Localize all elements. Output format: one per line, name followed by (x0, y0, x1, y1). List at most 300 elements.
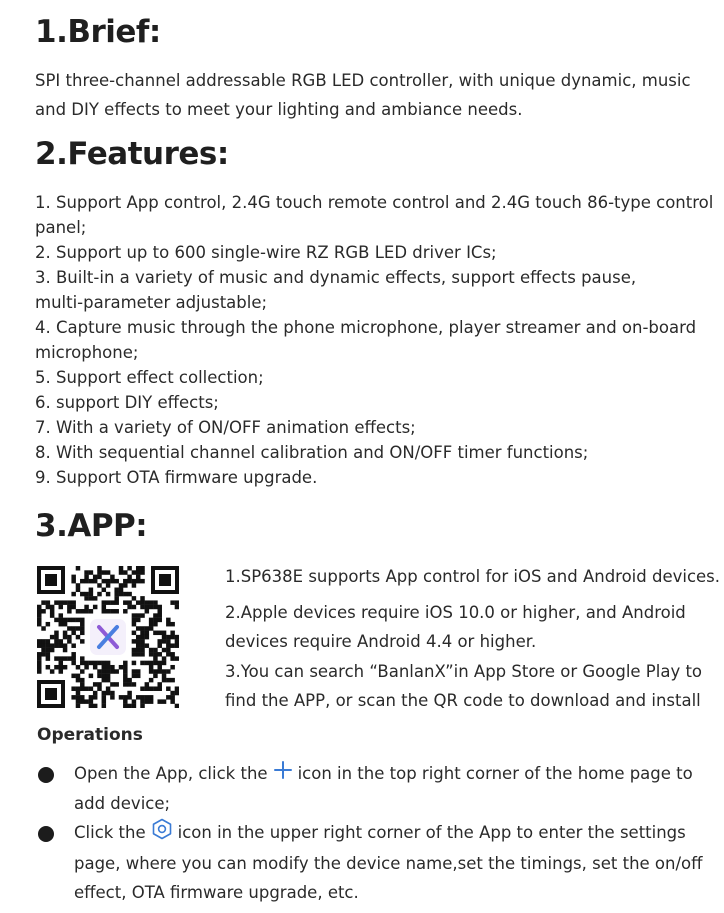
qr-module (157, 631, 162, 636)
qr-module (106, 665, 111, 670)
qr-module (145, 605, 150, 610)
qr-module (106, 674, 111, 679)
qr-module (119, 570, 124, 575)
qr-module (110, 600, 115, 605)
brief-line: SPI three-channel addressable RGB LED controller, with unique dynamic, music (35, 71, 691, 90)
qr-module (80, 609, 85, 614)
bullet-icon (38, 767, 54, 783)
qr-module (93, 575, 98, 580)
qr-module (140, 699, 145, 704)
qr-module (67, 605, 72, 610)
qr-module (71, 661, 76, 666)
qr-module (145, 631, 150, 636)
qr-module (175, 691, 179, 696)
qr-module (59, 622, 64, 627)
qr-module (157, 618, 162, 623)
qr-module (149, 661, 154, 666)
qr-module (170, 635, 175, 640)
qr-module (132, 661, 137, 666)
qr-module (170, 691, 175, 696)
qr-module (80, 669, 85, 674)
qr-module (162, 669, 167, 674)
qr-module (149, 699, 154, 704)
qr-module (71, 674, 76, 679)
qr-module (132, 669, 137, 674)
qr-module (89, 686, 94, 691)
operation-text: Open the App, click the (74, 764, 268, 783)
qr-module (76, 583, 81, 588)
qr-module (71, 592, 76, 597)
qr-module (140, 613, 145, 618)
qr-module (102, 661, 107, 666)
operation-text: effect, OTA firmware upgrade, etc. (74, 883, 359, 902)
qr-module (71, 686, 76, 691)
qr-module (50, 613, 55, 618)
qr-module (119, 665, 124, 670)
qr-module (76, 609, 81, 614)
qr-module (110, 609, 115, 614)
qr-module (93, 605, 98, 610)
qr-module (106, 686, 111, 691)
qr-module (63, 656, 68, 661)
qr-module (119, 592, 124, 597)
qr-module (37, 656, 42, 661)
qr-module (162, 639, 167, 644)
qr-module (136, 570, 141, 575)
features-list (35, 190, 714, 490)
qr-module (89, 674, 94, 679)
qr-module (175, 605, 179, 610)
qr-module (170, 643, 175, 648)
operation-item-add-device (74, 759, 714, 818)
qr-module (106, 579, 111, 584)
qr-module (166, 678, 171, 683)
qr-module (140, 626, 145, 631)
qr-module (127, 592, 132, 597)
qr-module (41, 643, 46, 648)
qr-module (123, 570, 128, 575)
qr-module (127, 600, 132, 605)
qr-module (140, 579, 145, 584)
qr-module (149, 626, 154, 631)
qr-module (80, 656, 85, 661)
qr-code-image (37, 566, 179, 708)
qr-code[interactable] (37, 566, 179, 708)
qr-module (54, 639, 59, 644)
qr-module (132, 682, 137, 687)
qr-module (140, 605, 145, 610)
qr-module (166, 643, 171, 648)
qr-module (175, 656, 179, 661)
feature-line: 9. Support OTA firmware upgrade. (35, 468, 318, 487)
qr-module (140, 635, 145, 640)
qr-module (149, 678, 154, 683)
qr-module (132, 704, 137, 708)
brief-line: and DIY effects to meet your lighting and ambiance needs. (35, 100, 523, 119)
qr-module (149, 648, 154, 653)
qr-module (102, 600, 107, 605)
qr-module (162, 674, 167, 679)
qr-module (136, 579, 141, 584)
qr-module (132, 596, 137, 601)
qr-module (76, 699, 81, 704)
qr-module (157, 669, 162, 674)
qr-module (153, 656, 158, 661)
qr-module (136, 695, 141, 700)
qr-module (50, 643, 55, 648)
qr-module (46, 656, 51, 661)
qr-module (166, 618, 171, 623)
qr-module (50, 648, 55, 653)
app-info-list (225, 562, 721, 716)
qr-module (63, 618, 68, 623)
qr-module (54, 665, 59, 670)
qr-module (37, 618, 42, 623)
qr-module (162, 648, 167, 653)
plus-icon (273, 760, 293, 789)
qr-module (136, 648, 141, 653)
qr-module (80, 618, 85, 623)
qr-module (76, 691, 81, 696)
app-info-line: devices require Android 4.4 or higher. (225, 632, 537, 651)
qr-module (102, 609, 107, 614)
operation-text: icon in the top right corner of the home page to (297, 764, 693, 783)
qr-module (37, 613, 42, 618)
qr-module (84, 665, 89, 670)
qr-module (89, 661, 94, 666)
qr-module (59, 600, 64, 605)
qr-module (76, 635, 81, 640)
qr-module (157, 613, 162, 618)
qr-module (157, 609, 162, 614)
qr-module (175, 704, 179, 708)
qr-module (84, 686, 89, 691)
qr-module (63, 631, 68, 636)
qr-module (50, 635, 55, 640)
qr-module (140, 566, 145, 571)
qr-module (162, 631, 167, 636)
app-info-line: 1.SP638E supports App control for iOS and Android devices. (225, 567, 721, 586)
feature-line: 2. Support up to 600 single-wire RZ RGB LED driver ICs; (35, 243, 497, 262)
qr-module (93, 579, 98, 584)
qr-module (132, 579, 137, 584)
qr-module (136, 600, 141, 605)
qr-module (76, 626, 81, 631)
qr-module (175, 600, 179, 605)
qr-module (153, 631, 158, 636)
qr-module (123, 609, 128, 614)
qr-module (132, 648, 137, 653)
qr-module (162, 678, 167, 683)
qr-module (136, 566, 141, 571)
qr-module (149, 652, 154, 657)
qr-module (145, 682, 150, 687)
qr-module (114, 682, 119, 687)
qr-module (93, 596, 98, 601)
qr-module (123, 678, 128, 683)
qr-module (41, 626, 46, 631)
feature-line: 7. With a variety of ON/OFF animation effects; (35, 418, 416, 437)
qr-module (149, 605, 154, 610)
qr-module (97, 669, 102, 674)
qr-module (149, 665, 154, 670)
qr-module (140, 648, 145, 653)
feature-line: 4. Capture music through the phone microphone, player streamer and on-board (35, 318, 697, 337)
qr-module (89, 704, 94, 708)
qr-module (76, 695, 81, 700)
qr-module (37, 652, 42, 657)
qr-module (97, 583, 102, 588)
operation-item-settings (74, 818, 714, 907)
qr-module (149, 695, 154, 700)
qr-module (145, 643, 150, 648)
qr-module (63, 635, 68, 640)
qr-module (114, 596, 119, 601)
brief-heading: 1.Brief: (35, 14, 161, 50)
qr-module (127, 566, 132, 571)
qr-module (132, 570, 137, 575)
qr-module (63, 648, 68, 653)
qr-module (80, 699, 85, 704)
features-heading: 2.Features: (35, 136, 229, 172)
operation-text: page, where you can modify the device name,set the timings, set the on/off (74, 854, 703, 873)
qr-module (59, 605, 64, 610)
qr-module (157, 699, 162, 704)
qr-module (132, 622, 137, 627)
qr-finder-pattern (37, 566, 65, 594)
qr-module (67, 635, 72, 640)
qr-module (41, 648, 46, 653)
qr-module (153, 661, 158, 666)
qr-module (127, 682, 132, 687)
app-info-line: 2.Apple devices require iOS 10.0 or higher, and Android (225, 602, 686, 622)
qr-module (41, 600, 46, 605)
qr-module (37, 665, 42, 670)
qr-module (97, 592, 102, 597)
qr-module (123, 682, 128, 687)
qr-module (114, 669, 119, 674)
feature-line: 1. Support App control, 2.4G touch remote control and 2.4G touch 86-type control (35, 193, 714, 212)
qr-module (54, 643, 59, 648)
qr-module (89, 579, 94, 584)
feature-line: panel; (35, 218, 87, 237)
qr-module (63, 643, 68, 648)
qr-module (80, 639, 85, 644)
qr-module (140, 570, 145, 575)
qr-module (71, 695, 76, 700)
qr-module (102, 579, 107, 584)
qr-module (136, 635, 141, 640)
qr-module (97, 674, 102, 679)
qr-module (71, 626, 76, 631)
feature-line: microphone; (35, 343, 139, 362)
qr-module (89, 596, 94, 601)
qr-module (80, 661, 85, 666)
qr-module (166, 639, 171, 644)
qr-module (41, 639, 46, 644)
qr-module (102, 605, 107, 610)
qr-module (59, 669, 64, 674)
qr-module (97, 661, 102, 666)
bullet-icon (38, 826, 54, 842)
qr-module (93, 665, 98, 670)
qr-module (37, 661, 42, 666)
qr-module (80, 579, 85, 584)
qr-module (123, 674, 128, 679)
qr-module (136, 674, 141, 679)
qr-module (37, 609, 42, 614)
qr-module (63, 622, 68, 627)
qr-module (127, 695, 132, 700)
qr-module (157, 652, 162, 657)
operation-text: Click the (74, 823, 146, 842)
qr-module (140, 661, 145, 666)
qr-module (136, 575, 141, 580)
qr-module (106, 669, 111, 674)
qr-module (63, 600, 68, 605)
qr-module (76, 665, 81, 670)
qr-module (149, 686, 154, 691)
qr-module (80, 622, 85, 627)
qr-module (102, 669, 107, 674)
qr-module (123, 704, 128, 708)
qr-module (106, 678, 111, 683)
qr-module (102, 691, 107, 696)
qr-module (106, 609, 111, 614)
qr-module (136, 639, 141, 644)
qr-module (76, 566, 81, 571)
qr-module (76, 588, 81, 593)
qr-module (89, 570, 94, 575)
qr-module (149, 622, 154, 627)
qr-module (140, 704, 145, 708)
qr-module (175, 643, 179, 648)
qr-module (149, 618, 154, 623)
qr-module (123, 669, 128, 674)
qr-module (102, 678, 107, 683)
qr-module (166, 686, 171, 691)
qr-module (71, 652, 76, 657)
brief-paragraph (35, 66, 695, 124)
qr-module (71, 600, 76, 605)
qr-module (153, 648, 158, 653)
feature-line: 5. Support effect collection; (35, 368, 264, 387)
qr-module (59, 643, 64, 648)
settings-hexagon-icon (151, 818, 173, 849)
qr-module (166, 648, 171, 653)
qr-module (136, 652, 141, 657)
qr-module (114, 588, 119, 593)
qr-module (50, 669, 55, 674)
qr-module (59, 661, 64, 666)
qr-module (136, 669, 141, 674)
qr-module (132, 631, 137, 636)
qr-module (157, 661, 162, 666)
qr-module (110, 665, 115, 670)
qr-module (110, 682, 115, 687)
qr-module (80, 592, 85, 597)
qr-module (59, 639, 64, 644)
qr-module (102, 704, 107, 708)
operation-text: icon in the upper right corner of the App to enter the settings (177, 823, 686, 842)
qr-module (145, 600, 150, 605)
qr-module (106, 570, 111, 575)
qr-module (136, 626, 141, 631)
qr-module (37, 643, 42, 648)
qr-module (71, 656, 76, 661)
qr-module (46, 600, 51, 605)
qr-module (132, 699, 137, 704)
qr-module (84, 570, 89, 575)
qr-module (127, 575, 132, 580)
qr-module (132, 613, 137, 618)
qr-module (145, 695, 150, 700)
qr-module (157, 682, 162, 687)
qr-module (80, 682, 85, 687)
qr-module (127, 691, 132, 696)
qr-module (67, 600, 72, 605)
qr-module (106, 583, 111, 588)
qr-module (153, 686, 158, 691)
qr-module (110, 695, 115, 700)
qr-module (149, 669, 154, 674)
qr-module (114, 579, 119, 584)
qr-module (157, 639, 162, 644)
app-heading: 3.APP: (35, 508, 148, 544)
qr-module (102, 570, 107, 575)
qr-module (89, 592, 94, 597)
qr-module (119, 583, 124, 588)
qr-module (170, 699, 175, 704)
qr-module (140, 643, 145, 648)
qr-module (166, 635, 171, 640)
qr-module (97, 575, 102, 580)
qr-module (132, 583, 137, 588)
qr-module (37, 622, 42, 627)
qr-module (97, 570, 102, 575)
qr-module (114, 600, 119, 605)
qr-module (166, 695, 171, 700)
qr-module (145, 626, 150, 631)
qr-module (93, 695, 98, 700)
qr-module (110, 691, 115, 696)
banlanx-logo (87, 616, 129, 658)
qr-module (71, 605, 76, 610)
qr-module (50, 605, 55, 610)
qr-module (157, 686, 162, 691)
qr-module (123, 695, 128, 700)
qr-module (162, 656, 167, 661)
qr-module (162, 661, 167, 666)
qr-module (67, 609, 72, 614)
qr-module (80, 626, 85, 631)
qr-module (67, 639, 72, 644)
qr-module (153, 652, 158, 657)
qr-module (80, 695, 85, 700)
qr-module (46, 643, 51, 648)
qr-module (162, 699, 167, 704)
qr-module (71, 579, 76, 584)
qr-module (71, 631, 76, 636)
qr-module (84, 596, 89, 601)
qr-module (46, 639, 51, 644)
qr-module (76, 686, 81, 691)
qr-module (93, 691, 98, 696)
qr-module (153, 669, 158, 674)
qr-module (123, 579, 128, 584)
qr-module (175, 686, 179, 691)
qr-module (119, 695, 124, 700)
